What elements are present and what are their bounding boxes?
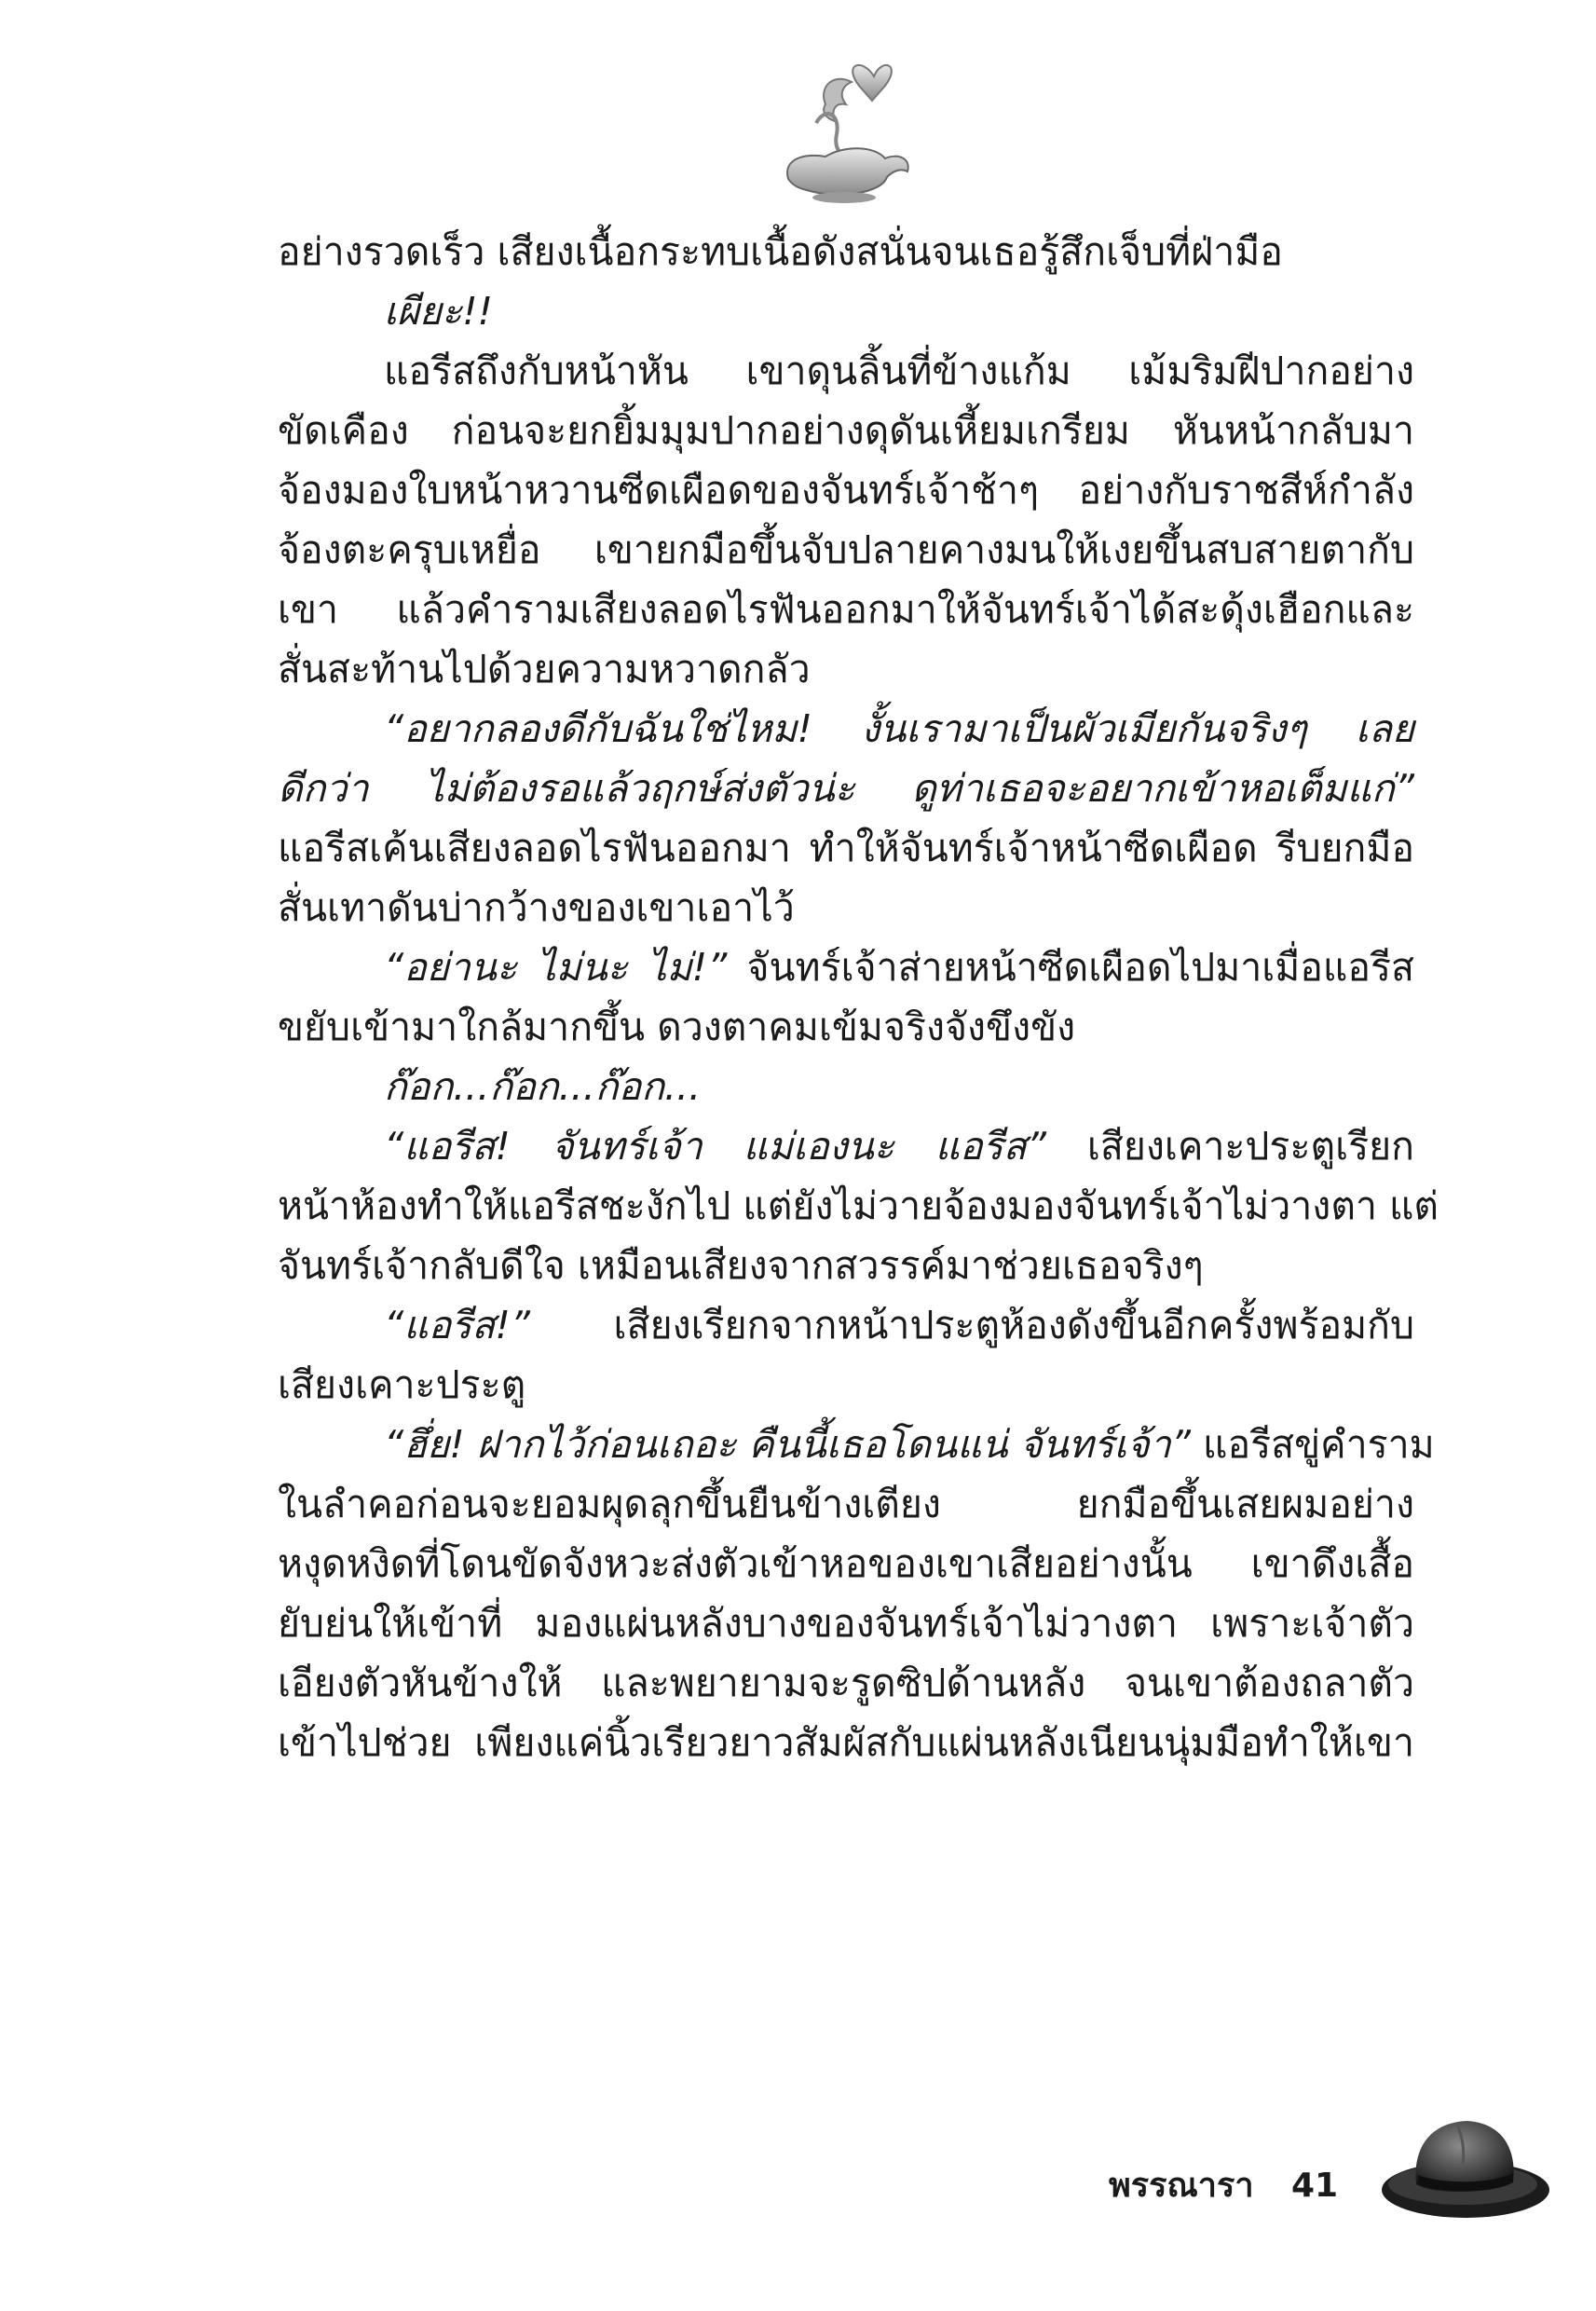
text-line: ยับย่นให้เข้าที่ มองแผ่นหลังบางของจันทร์เจ้าไม่วางตา เพราะเจ้าตัว [278, 1601, 1414, 1646]
cowboy-hat-icon [1377, 2104, 1554, 2225]
text-line: สั่นสะท้านไปด้วยความหวาดกลัว [278, 647, 811, 691]
text-line: แอรีสถึงกับหน้าหัน เขาดุนลิ้นที่ข้างแก้ม เม้มริมฝีปากอย่าง [384, 349, 1414, 393]
text-line: จันทร์เจ้ากลับดีใจ เหมือนเสียงจากสวรรค์มาช่วยเธอจริงๆ [278, 1243, 1204, 1288]
dialogue: “แอรีส! จันทร์เจ้า แม่เองนะ แอรีส” [384, 1124, 1046, 1169]
dialogue: “ฮึ่ย! ฝากไว้ก่อนเถอะ คืนนี้เธอโดนแน่ จันทร์เจ้า” [384, 1422, 1191, 1467]
text-line [278, 1116, 1414, 1176]
dialogue: “อย่านะ ไม่นะ ไม่!” [384, 945, 728, 990]
text-line: หงุดหงิดที่โดนขัดจังหวะส่งตัวเข้าหอของเขาเสียอย่างนั้น เขาดึงเสื้อ [278, 1541, 1414, 1586]
genie-lamp-heart-icon [770, 48, 919, 207]
narration: เสียงเคาะประตูเรียก [1086, 1124, 1414, 1169]
text-line: เอียงตัวหันข้างให้ และพยายามจะรูดซิปด้านหลัง จนเขาต้องถลาตัว [278, 1661, 1414, 1705]
sound-effect: ก๊อก...ก๊อก...ก๊อก... [384, 1064, 702, 1109]
body-text [278, 222, 1439, 1772]
dialogue-line: ดีกว่า ไม่ต้องรอแล้วฤกษ์ส่งตัวน่ะ ดูท่าเธอจะอยากเข้าหอเต็มแก่” [278, 766, 1414, 811]
text-line: สั่นเทาดันบ่ากว้างของเขาเอาไว้ [278, 885, 795, 930]
narration: เสียงเรียกจากหน้าประตูห้องดังขึ้นอีกครั้งพร้อมกับ [613, 1303, 1414, 1347]
text-line: เขา แล้วคำรามเสียงลอดไรฟันออกมาให้จันทร์เจ้าได้สะดุ้งเฮือกและ [278, 587, 1414, 632]
page-number: 41 [1291, 2167, 1339, 2205]
text-line: ขัดเคือง ก่อนจะยกยิ้มมุมปากอย่างดุดันเหี้ยมเกรียม หันหน้ากลับมา [278, 408, 1414, 453]
book-title: พรรณารา [1109, 2167, 1254, 2205]
text-line: อย่างรวดเร็ว เสียงเนื้อกระทบเนื้อดังสนั่นจนเธอรู้สึกเจ็บที่ฝ่ามือ [278, 229, 1283, 274]
narration: แอรีสขู่คำราม [1203, 1422, 1435, 1467]
text-line: แอรีสเค้นเสียงลอดไรฟันออกมา ทำให้จันทร์เจ้าหน้าซีดเผือด รีบยกมือ [278, 826, 1414, 870]
text-line: เข้าไปช่วย เพียงแค่นิ้วเรียวยาวสัมผัสกับแผ่นหลังเนียนนุ่มมือทำให้เขา [278, 1720, 1414, 1765]
text-line: ขยับเข้ามาใกล้มากขึ้น ดวงตาคมเข้มจริงจังขึงขัง [278, 1005, 1076, 1049]
text-line: จ้องตะครุบเหยื่อ เขายกมือขึ้นจับปลายคางมนให้เงยขึ้นสบสายตากับ [278, 527, 1414, 572]
text-line [278, 937, 1414, 997]
text-line: จ้องมองใบหน้าหวานซีดเผือดของจันทร์เจ้าช้าๆ อย่างกับราชสีห์กำลัง [278, 468, 1414, 513]
text-line: หน้าห้องทำให้แอรีสชะงักไป แต่ยังไม่วายจ้องมองจันทร์เจ้าไม่วางตา แต่ [278, 1183, 1439, 1228]
narration: จันทร์เจ้าส่ายหน้าซีดเผือดไปมาเมื่อแอรีส [746, 945, 1414, 990]
dialogue: “แอรีส!” [384, 1303, 531, 1347]
dialogue-line: “อยากลองดีกับฉันใช่ไหม! งั้นเรามาเป็นผัวเมียกันจริงๆ เลย [384, 706, 1414, 751]
text-line: เสียงเคาะประตู [278, 1362, 526, 1407]
text-line [278, 1295, 1414, 1355]
text-line [278, 1415, 1435, 1474]
text-line: ในลำคอก่อนจะยอมผุดลุกขึ้นยืนข้างเตียง ยกมือขึ้นเสยผมอย่าง [278, 1482, 1414, 1526]
sound-effect: เผียะ!! [384, 289, 493, 334]
